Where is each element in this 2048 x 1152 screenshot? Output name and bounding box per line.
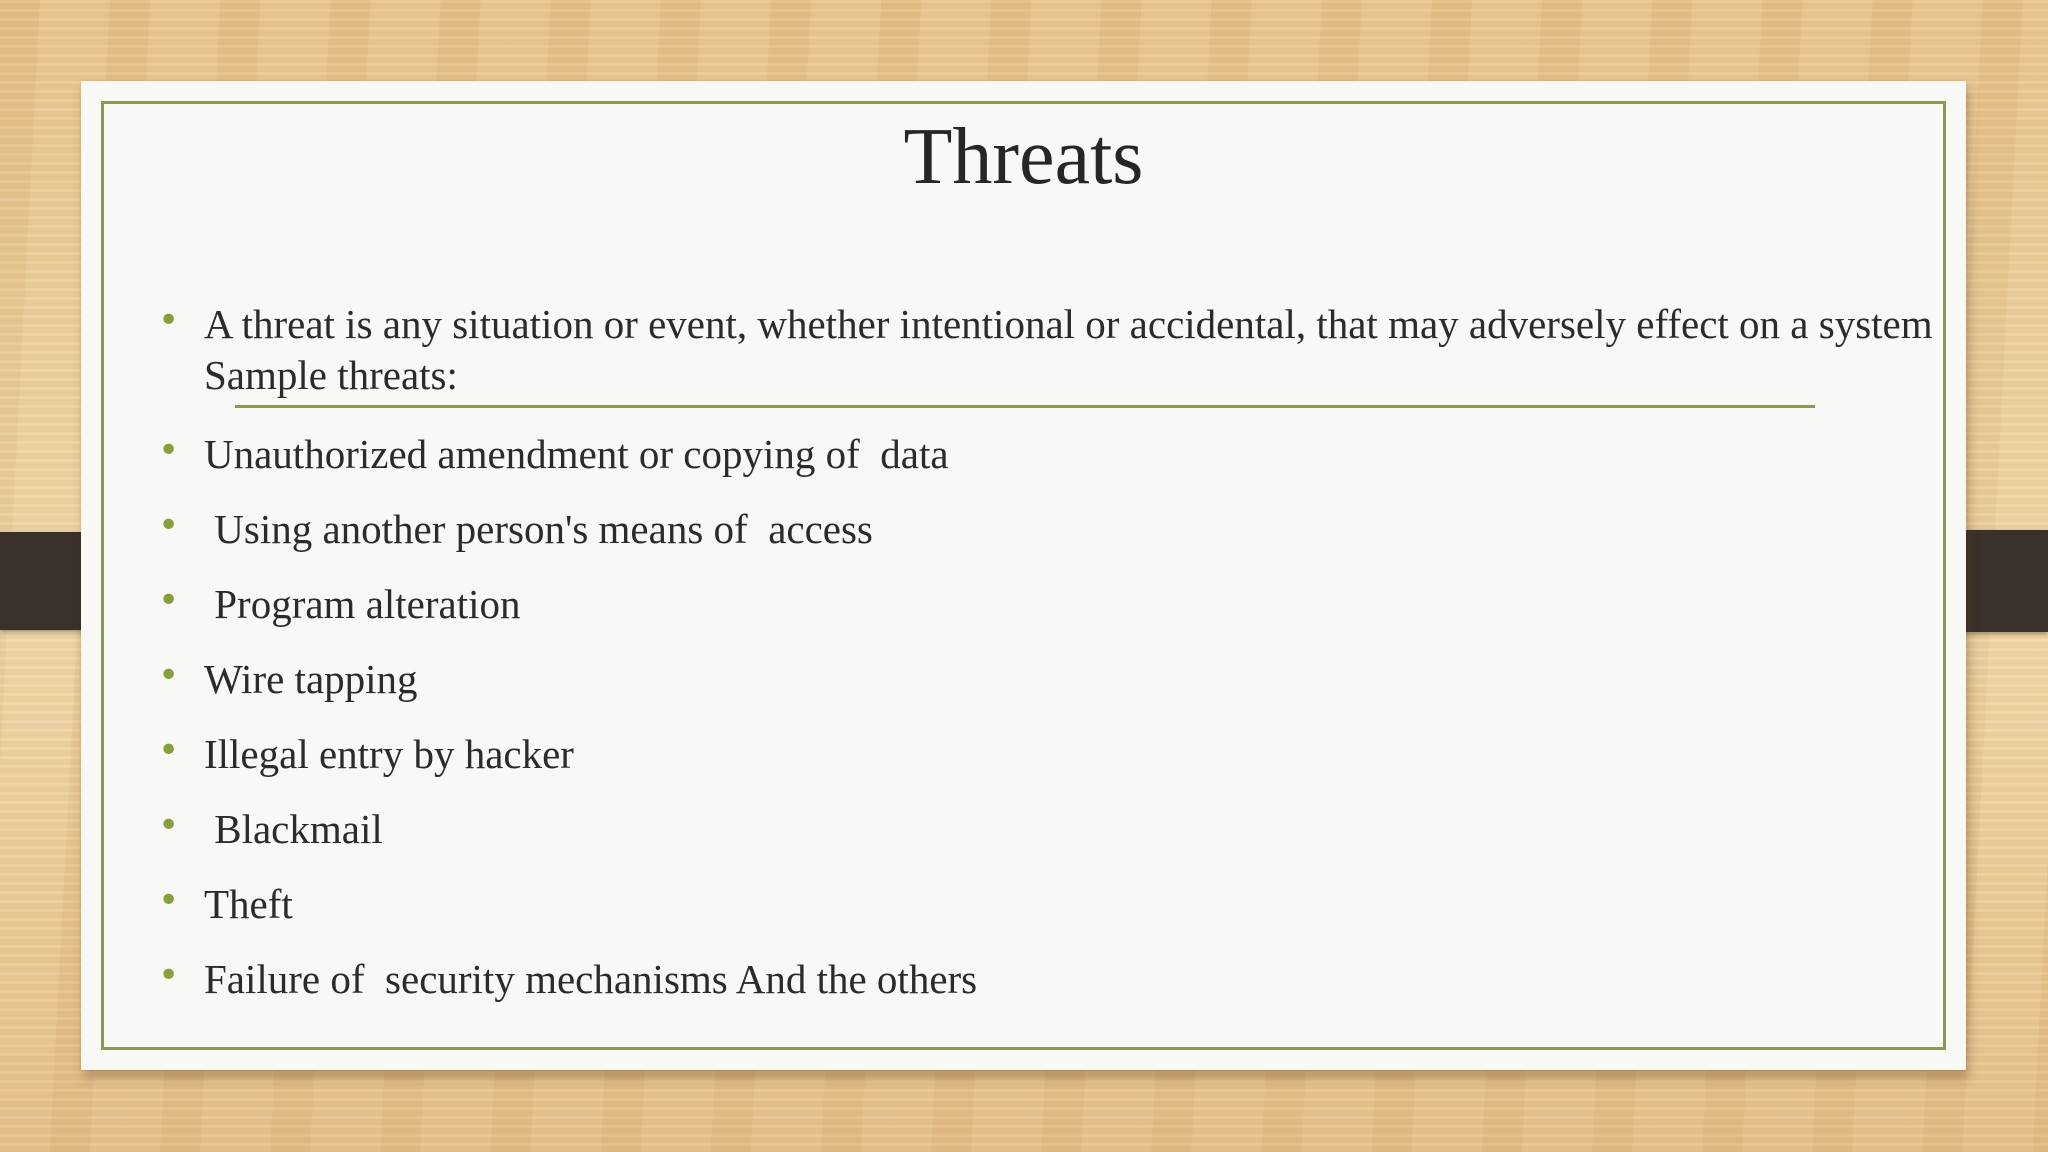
bullet-item (156, 299, 1986, 401)
bullet-item (156, 429, 1986, 480)
bullet-text: Unauthorized amendment or copying of data (204, 431, 949, 477)
bullet-text: A threat is any situation or event, whether intentional or accidental, that may adversely effect on a system Sample threats: (204, 301, 1933, 398)
bullet-text: Blackmail (204, 806, 383, 852)
bullet-dot-icon: • (158, 505, 180, 546)
slide (81, 81, 1966, 1070)
bullet-dot-icon: • (158, 580, 180, 621)
bullet-text: Using another person's means of access (204, 506, 873, 552)
bullet-item (156, 504, 1986, 555)
bullet-text: Illegal entry by hacker (204, 731, 574, 777)
bullet-dot-icon: • (158, 805, 180, 846)
bullet-text: Wire tapping (204, 656, 418, 702)
bullet-text: Theft (204, 881, 293, 927)
bullet-dot-icon: • (158, 300, 180, 341)
slide-title: Threats (903, 113, 1144, 201)
bullet-dot-icon: • (158, 880, 180, 921)
bullet-text: Program alteration (204, 581, 521, 627)
bullet-list (156, 299, 1986, 1029)
bullet-dot-icon: • (158, 430, 180, 471)
bullet-dot-icon: • (158, 955, 180, 996)
bullet-item (156, 954, 1986, 1005)
bullet-item (156, 729, 1986, 780)
bullet-text: Failure of security mechanisms And the others (204, 956, 978, 1002)
bullet-item (156, 654, 1986, 705)
bullet-item (156, 804, 1986, 855)
bullet-dot-icon: • (158, 730, 180, 771)
bullet-item (156, 879, 1986, 930)
bullet-item (156, 579, 1986, 630)
bullet-dot-icon: • (158, 655, 180, 696)
